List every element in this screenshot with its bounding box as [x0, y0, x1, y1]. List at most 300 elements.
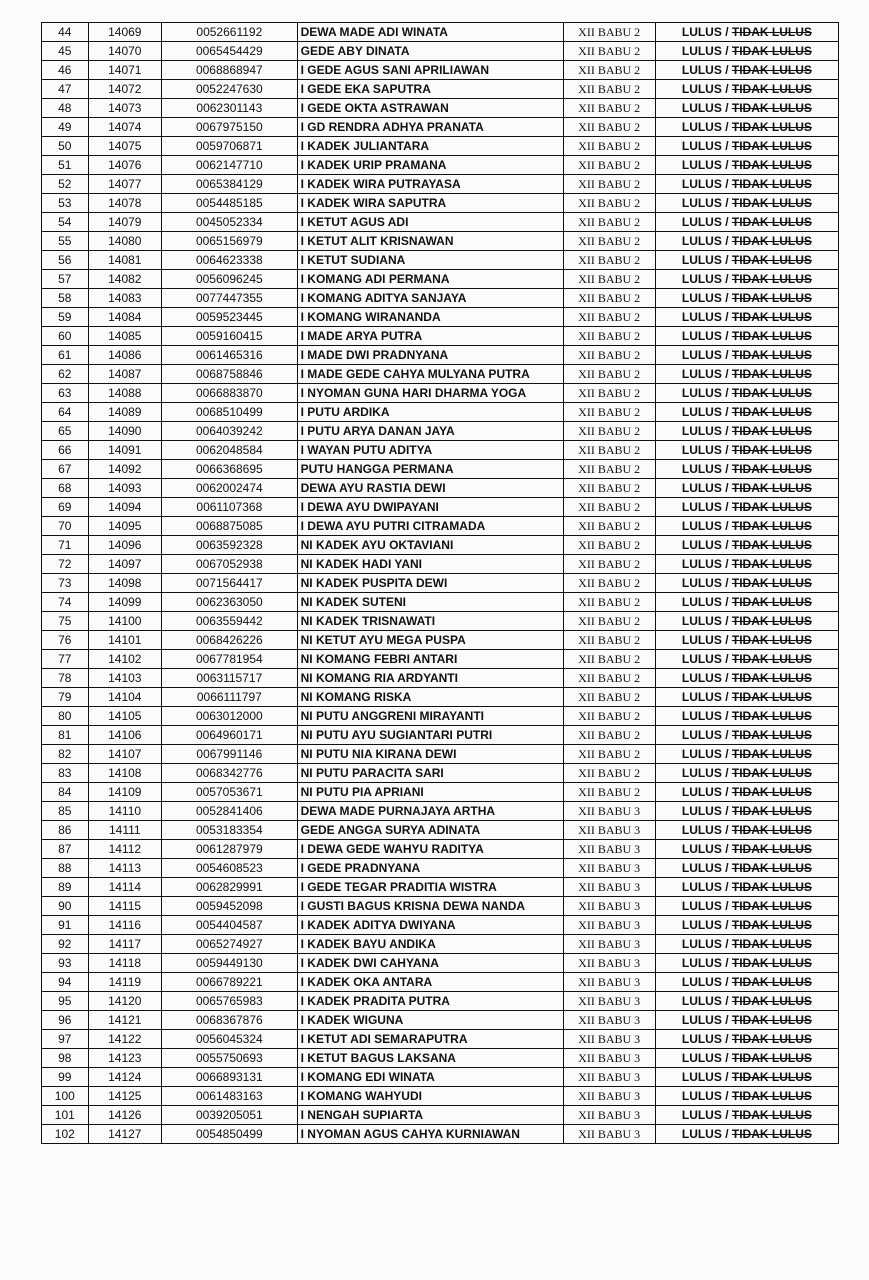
- status-separator: /: [721, 196, 732, 210]
- row-number-cell: 67: [42, 460, 89, 479]
- table-row: [42, 764, 839, 783]
- status-cell: [655, 707, 838, 726]
- table-row: [42, 479, 839, 498]
- table-row: [42, 270, 839, 289]
- nisn-cell: 0068426226: [162, 631, 298, 650]
- status-cell: [655, 878, 838, 897]
- student-name-cell: NI PUTU ANGGRENI MIRAYANTI: [297, 707, 563, 726]
- nisn-cell: 0066789221: [162, 973, 298, 992]
- status-fail-label-struck: TIDAK LULUS: [731, 614, 812, 628]
- status-pass-label: LULUS: [681, 177, 722, 191]
- student-name-cell: I KADEK JULIANTARA: [297, 137, 563, 156]
- nisn-cell: 0061287979: [162, 840, 298, 859]
- student-name-cell: DEWA MADE ADI WINATA: [297, 23, 563, 42]
- table-row: [42, 422, 839, 441]
- class-cell: XII BABU 2: [563, 498, 655, 517]
- student-name-cell: I MADE GEDE CAHYA MULYANA PUTRA: [297, 365, 563, 384]
- status-separator: /: [721, 291, 732, 305]
- status-cell: [655, 61, 838, 80]
- status-separator: /: [721, 652, 732, 666]
- table-row: [42, 137, 839, 156]
- table-row: [42, 555, 839, 574]
- status-cell: [655, 802, 838, 821]
- student-name-cell: NI KADEK HADI YANI: [297, 555, 563, 574]
- status-fail-label-struck: TIDAK LULUS: [731, 652, 812, 666]
- student-name-cell: I KADEK URIP PRAMANA: [297, 156, 563, 175]
- status-cell: [655, 517, 838, 536]
- nisn-cell: 0062147710: [162, 156, 298, 175]
- class-cell: XII BABU 2: [563, 23, 655, 42]
- row-number-cell: 96: [42, 1011, 89, 1030]
- class-cell: XII BABU 2: [563, 745, 655, 764]
- status-cell: [655, 137, 838, 156]
- table-row: [42, 954, 839, 973]
- student-name-cell: I GEDE TEGAR PRADITIA WISTRA: [297, 878, 563, 897]
- status-pass-label: LULUS: [681, 196, 722, 210]
- status-separator: /: [721, 329, 732, 343]
- status-cell: [655, 213, 838, 232]
- nis-cell: 14087: [88, 365, 161, 384]
- status-cell: [655, 821, 838, 840]
- nis-cell: 14122: [88, 1030, 161, 1049]
- class-cell: XII BABU 2: [563, 631, 655, 650]
- table-row: [42, 1011, 839, 1030]
- nis-cell: 14118: [88, 954, 161, 973]
- nis-cell: 14089: [88, 403, 161, 422]
- status-cell: [655, 118, 838, 137]
- student-name-cell: I KADEK WIRA PUTRAYASA: [297, 175, 563, 194]
- nis-cell: 14113: [88, 859, 161, 878]
- nis-cell: 14124: [88, 1068, 161, 1087]
- class-cell: XII BABU 2: [563, 669, 655, 688]
- table-row: [42, 707, 839, 726]
- status-cell: [655, 1011, 838, 1030]
- status-cell: [655, 612, 838, 631]
- nisn-cell: 0077447355: [162, 289, 298, 308]
- table-row: [42, 498, 839, 517]
- class-cell: XII BABU 2: [563, 460, 655, 479]
- status-separator: /: [721, 633, 732, 647]
- status-separator: /: [721, 253, 732, 267]
- nisn-cell: 0059449130: [162, 954, 298, 973]
- class-cell: XII BABU 2: [563, 346, 655, 365]
- status-fail-label-struck: TIDAK LULUS: [731, 386, 812, 400]
- row-number-cell: 44: [42, 23, 89, 42]
- row-number-cell: 99: [42, 1068, 89, 1087]
- row-number-cell: 76: [42, 631, 89, 650]
- nis-cell: 14072: [88, 80, 161, 99]
- nis-cell: 14091: [88, 441, 161, 460]
- table-row: [42, 384, 839, 403]
- row-number-cell: 58: [42, 289, 89, 308]
- status-pass-label: LULUS: [681, 1032, 722, 1046]
- status-separator: /: [721, 1032, 732, 1046]
- row-number-cell: 50: [42, 137, 89, 156]
- nis-cell: 14108: [88, 764, 161, 783]
- table-row: [42, 118, 839, 137]
- nisn-cell: 0063115717: [162, 669, 298, 688]
- row-number-cell: 89: [42, 878, 89, 897]
- class-cell: XII BABU 2: [563, 156, 655, 175]
- nisn-cell: 0052661192: [162, 23, 298, 42]
- nisn-cell: 0052841406: [162, 802, 298, 821]
- student-name-cell: I KOMANG EDI WINATA: [297, 1068, 563, 1087]
- status-cell: [655, 194, 838, 213]
- class-cell: XII BABU 3: [563, 992, 655, 1011]
- nisn-cell: 0053183354: [162, 821, 298, 840]
- status-pass-label: LULUS: [681, 728, 722, 742]
- status-cell: [655, 251, 838, 270]
- status-fail-label-struck: TIDAK LULUS: [731, 861, 812, 875]
- status-fail-label-struck: TIDAK LULUS: [731, 709, 812, 723]
- row-number-cell: 45: [42, 42, 89, 61]
- status-pass-label: LULUS: [681, 253, 722, 267]
- status-pass-label: LULUS: [681, 500, 722, 514]
- status-cell: [655, 498, 838, 517]
- class-cell: XII BABU 3: [563, 954, 655, 973]
- status-fail-label-struck: TIDAK LULUS: [731, 823, 812, 837]
- row-number-cell: 52: [42, 175, 89, 194]
- row-number-cell: 55: [42, 232, 89, 251]
- student-name-cell: DEWA AYU RASTIA DEWI: [297, 479, 563, 498]
- table-row: [42, 460, 839, 479]
- class-cell: XII BABU 3: [563, 840, 655, 859]
- class-cell: XII BABU 2: [563, 175, 655, 194]
- status-cell: [655, 764, 838, 783]
- class-cell: XII BABU 2: [563, 42, 655, 61]
- class-cell: XII BABU 3: [563, 1125, 655, 1144]
- status-cell: [655, 175, 838, 194]
- status-cell: [655, 384, 838, 403]
- nis-cell: 14112: [88, 840, 161, 859]
- nisn-cell: 0061107368: [162, 498, 298, 517]
- nisn-cell: 0054485185: [162, 194, 298, 213]
- status-cell: [655, 23, 838, 42]
- status-separator: /: [721, 690, 732, 704]
- status-fail-label-struck: TIDAK LULUS: [731, 880, 812, 894]
- nisn-cell: 0068367876: [162, 1011, 298, 1030]
- status-pass-label: LULUS: [681, 348, 722, 362]
- nis-cell: 14106: [88, 726, 161, 745]
- status-separator: /: [721, 1070, 732, 1084]
- row-number-cell: 100: [42, 1087, 89, 1106]
- status-cell: [655, 80, 838, 99]
- student-name-cell: I GEDE PRADNYANA: [297, 859, 563, 878]
- row-number-cell: 101: [42, 1106, 89, 1125]
- nisn-cell: 0059706871: [162, 137, 298, 156]
- student-name-cell: I WAYAN PUTU ADITYA: [297, 441, 563, 460]
- table-row: [42, 42, 839, 61]
- row-number-cell: 54: [42, 213, 89, 232]
- row-number-cell: 65: [42, 422, 89, 441]
- table-row: [42, 726, 839, 745]
- status-pass-label: LULUS: [681, 994, 722, 1008]
- status-separator: /: [721, 424, 732, 438]
- nis-cell: 14105: [88, 707, 161, 726]
- student-name-cell: NI PUTU PIA APRIANI: [297, 783, 563, 802]
- class-cell: XII BABU 3: [563, 802, 655, 821]
- status-fail-label-struck: TIDAK LULUS: [731, 519, 812, 533]
- nis-cell: 14123: [88, 1049, 161, 1068]
- class-cell: XII BABU 3: [563, 1049, 655, 1068]
- class-cell: XII BABU 2: [563, 327, 655, 346]
- student-name-cell: I KETUT SUDIANA: [297, 251, 563, 270]
- row-number-cell: 91: [42, 916, 89, 935]
- nis-cell: 14102: [88, 650, 161, 669]
- student-name-cell: I KADEK OKA ANTARA: [297, 973, 563, 992]
- status-fail-label-struck: TIDAK LULUS: [731, 1051, 812, 1065]
- table-row: [42, 745, 839, 764]
- status-pass-label: LULUS: [681, 652, 722, 666]
- status-fail-label-struck: TIDAK LULUS: [731, 1089, 812, 1103]
- row-number-cell: 74: [42, 593, 89, 612]
- status-fail-label-struck: TIDAK LULUS: [731, 937, 812, 951]
- status-fail-label-struck: TIDAK LULUS: [731, 785, 812, 799]
- student-graduation-list: [41, 22, 839, 1144]
- row-number-cell: 95: [42, 992, 89, 1011]
- row-number-cell: 62: [42, 365, 89, 384]
- status-cell: [655, 460, 838, 479]
- status-fail-label-struck: TIDAK LULUS: [731, 63, 812, 77]
- status-separator: /: [721, 728, 732, 742]
- nis-cell: 14086: [88, 346, 161, 365]
- nisn-cell: 0062002474: [162, 479, 298, 498]
- nis-cell: 14078: [88, 194, 161, 213]
- row-number-cell: 72: [42, 555, 89, 574]
- nis-cell: 14092: [88, 460, 161, 479]
- nis-cell: 14125: [88, 1087, 161, 1106]
- student-name-cell: PUTU HANGGA PERMANA: [297, 460, 563, 479]
- status-cell: [655, 1087, 838, 1106]
- status-fail-label-struck: TIDAK LULUS: [731, 994, 812, 1008]
- nisn-cell: 0065454429: [162, 42, 298, 61]
- status-pass-label: LULUS: [681, 747, 722, 761]
- class-cell: XII BABU 3: [563, 1087, 655, 1106]
- status-pass-label: LULUS: [681, 842, 722, 856]
- student-name-cell: I KOMANG WIRANANDA: [297, 308, 563, 327]
- class-cell: XII BABU 2: [563, 213, 655, 232]
- status-separator: /: [721, 557, 732, 571]
- table-row: [42, 403, 839, 422]
- status-separator: /: [721, 994, 732, 1008]
- nisn-cell: 0066111797: [162, 688, 298, 707]
- class-cell: XII BABU 2: [563, 574, 655, 593]
- status-fail-label-struck: TIDAK LULUS: [731, 842, 812, 856]
- nisn-cell: 0066883870: [162, 384, 298, 403]
- class-cell: XII BABU 2: [563, 441, 655, 460]
- table-row: [42, 631, 839, 650]
- status-pass-label: LULUS: [681, 44, 722, 58]
- class-cell: XII BABU 2: [563, 783, 655, 802]
- status-separator: /: [721, 918, 732, 932]
- nis-cell: 14084: [88, 308, 161, 327]
- status-separator: /: [721, 405, 732, 419]
- nisn-cell: 0054608523: [162, 859, 298, 878]
- nisn-cell: 0067991146: [162, 745, 298, 764]
- student-name-cell: I KADEK PRADITA PUTRA: [297, 992, 563, 1011]
- table-row: [42, 783, 839, 802]
- student-name-cell: NI KOMANG FEBRI ANTARI: [297, 650, 563, 669]
- status-separator: /: [721, 804, 732, 818]
- class-cell: XII BABU 2: [563, 194, 655, 213]
- status-cell: [655, 99, 838, 118]
- status-pass-label: LULUS: [681, 481, 722, 495]
- nis-cell: 14096: [88, 536, 161, 555]
- status-separator: /: [721, 709, 732, 723]
- status-cell: [655, 992, 838, 1011]
- status-pass-label: LULUS: [681, 975, 722, 989]
- status-fail-label-struck: TIDAK LULUS: [731, 538, 812, 552]
- table-row: [42, 251, 839, 270]
- status-cell: [655, 365, 838, 384]
- graduation-table-body: [42, 23, 839, 1144]
- row-number-cell: 77: [42, 650, 89, 669]
- nis-cell: 14101: [88, 631, 161, 650]
- status-fail-label-struck: TIDAK LULUS: [731, 595, 812, 609]
- status-cell: [655, 479, 838, 498]
- status-separator: /: [721, 899, 732, 913]
- class-cell: XII BABU 3: [563, 935, 655, 954]
- status-fail-label-struck: TIDAK LULUS: [731, 367, 812, 381]
- class-cell: XII BABU 2: [563, 479, 655, 498]
- status-pass-label: LULUS: [681, 861, 722, 875]
- class-cell: XII BABU 2: [563, 232, 655, 251]
- status-separator: /: [721, 842, 732, 856]
- class-cell: XII BABU 2: [563, 403, 655, 422]
- row-number-cell: 48: [42, 99, 89, 118]
- status-fail-label-struck: TIDAK LULUS: [731, 747, 812, 761]
- status-cell: [655, 726, 838, 745]
- student-name-cell: I PUTU ARYA DANAN JAYA: [297, 422, 563, 441]
- status-cell: [655, 783, 838, 802]
- row-number-cell: 75: [42, 612, 89, 631]
- table-row: [42, 878, 839, 897]
- status-cell: [655, 574, 838, 593]
- status-fail-label-struck: TIDAK LULUS: [731, 462, 812, 476]
- table-row: [42, 935, 839, 954]
- class-cell: XII BABU 2: [563, 517, 655, 536]
- status-pass-label: LULUS: [681, 291, 722, 305]
- status-separator: /: [721, 481, 732, 495]
- status-fail-label-struck: TIDAK LULUS: [731, 633, 812, 647]
- row-number-cell: 57: [42, 270, 89, 289]
- class-cell: XII BABU 3: [563, 878, 655, 897]
- student-name-cell: I NYOMAN GUNA HARI DHARMA YOGA: [297, 384, 563, 403]
- class-cell: XII BABU 2: [563, 536, 655, 555]
- class-cell: XII BABU 2: [563, 270, 655, 289]
- status-cell: [655, 840, 838, 859]
- student-name-cell: NI KOMANG RISKA: [297, 688, 563, 707]
- table-row: [42, 593, 839, 612]
- status-pass-label: LULUS: [681, 215, 722, 229]
- status-separator: /: [721, 158, 732, 172]
- row-number-cell: 70: [42, 517, 89, 536]
- status-fail-label-struck: TIDAK LULUS: [731, 405, 812, 419]
- status-separator: /: [721, 823, 732, 837]
- student-name-cell: I GUSTI BAGUS KRISNA DEWA NANDA: [297, 897, 563, 916]
- class-cell: XII BABU 2: [563, 118, 655, 137]
- nis-cell: 14120: [88, 992, 161, 1011]
- table-row: [42, 1030, 839, 1049]
- table-row: [42, 346, 839, 365]
- status-pass-label: LULUS: [681, 557, 722, 571]
- class-cell: XII BABU 2: [563, 99, 655, 118]
- row-number-cell: 98: [42, 1049, 89, 1068]
- nis-cell: 14083: [88, 289, 161, 308]
- class-cell: XII BABU 2: [563, 612, 655, 631]
- status-fail-label-struck: TIDAK LULUS: [731, 1070, 812, 1084]
- status-cell: [655, 650, 838, 669]
- nisn-cell: 0065274927: [162, 935, 298, 954]
- table-row: [42, 688, 839, 707]
- student-name-cell: DEWA MADE PURNAJAYA ARTHA: [297, 802, 563, 821]
- nis-cell: 14095: [88, 517, 161, 536]
- status-cell: [655, 631, 838, 650]
- status-separator: /: [721, 139, 732, 153]
- nisn-cell: 0065384129: [162, 175, 298, 194]
- table-row: [42, 175, 839, 194]
- status-fail-label-struck: TIDAK LULUS: [731, 253, 812, 267]
- graduation-table: [41, 22, 839, 1144]
- nisn-cell: 0056045324: [162, 1030, 298, 1049]
- status-separator: /: [721, 234, 732, 248]
- status-cell: [655, 232, 838, 251]
- student-name-cell: GEDE ANGGA SURYA ADINATA: [297, 821, 563, 840]
- table-row: [42, 612, 839, 631]
- status-cell: [655, 688, 838, 707]
- status-fail-label-struck: TIDAK LULUS: [731, 234, 812, 248]
- status-pass-label: LULUS: [681, 367, 722, 381]
- row-number-cell: 94: [42, 973, 89, 992]
- status-fail-label-struck: TIDAK LULUS: [731, 766, 812, 780]
- status-separator: /: [721, 44, 732, 58]
- table-row: [42, 441, 839, 460]
- student-name-cell: NI KADEK PUSPITA DEWI: [297, 574, 563, 593]
- status-pass-label: LULUS: [681, 82, 722, 96]
- status-pass-label: LULUS: [681, 101, 722, 115]
- row-number-cell: 47: [42, 80, 89, 99]
- status-fail-label-struck: TIDAK LULUS: [731, 25, 812, 39]
- student-name-cell: I MADE ARYA PUTRA: [297, 327, 563, 346]
- status-pass-label: LULUS: [681, 63, 722, 77]
- nis-cell: 14115: [88, 897, 161, 916]
- table-row: [42, 23, 839, 42]
- row-number-cell: 78: [42, 669, 89, 688]
- nisn-cell: 0068342776: [162, 764, 298, 783]
- nisn-cell: 0064039242: [162, 422, 298, 441]
- nisn-cell: 0059523445: [162, 308, 298, 327]
- row-number-cell: 59: [42, 308, 89, 327]
- student-name-cell: I NENGAH SUPIARTA: [297, 1106, 563, 1125]
- nisn-cell: 0068758846: [162, 365, 298, 384]
- status-separator: /: [721, 519, 732, 533]
- row-number-cell: 84: [42, 783, 89, 802]
- class-cell: XII BABU 2: [563, 289, 655, 308]
- class-cell: XII BABU 2: [563, 555, 655, 574]
- class-cell: XII BABU 3: [563, 897, 655, 916]
- status-separator: /: [721, 82, 732, 96]
- table-row: [42, 536, 839, 555]
- table-row: [42, 365, 839, 384]
- status-cell: [655, 441, 838, 460]
- student-name-cell: I KETUT ADI SEMARAPUTRA: [297, 1030, 563, 1049]
- nis-cell: 14100: [88, 612, 161, 631]
- student-name-cell: I KOMANG WAHYUDI: [297, 1087, 563, 1106]
- nis-cell: 14114: [88, 878, 161, 897]
- nis-cell: 14126: [88, 1106, 161, 1125]
- nis-cell: 14077: [88, 175, 161, 194]
- status-cell: [655, 1106, 838, 1125]
